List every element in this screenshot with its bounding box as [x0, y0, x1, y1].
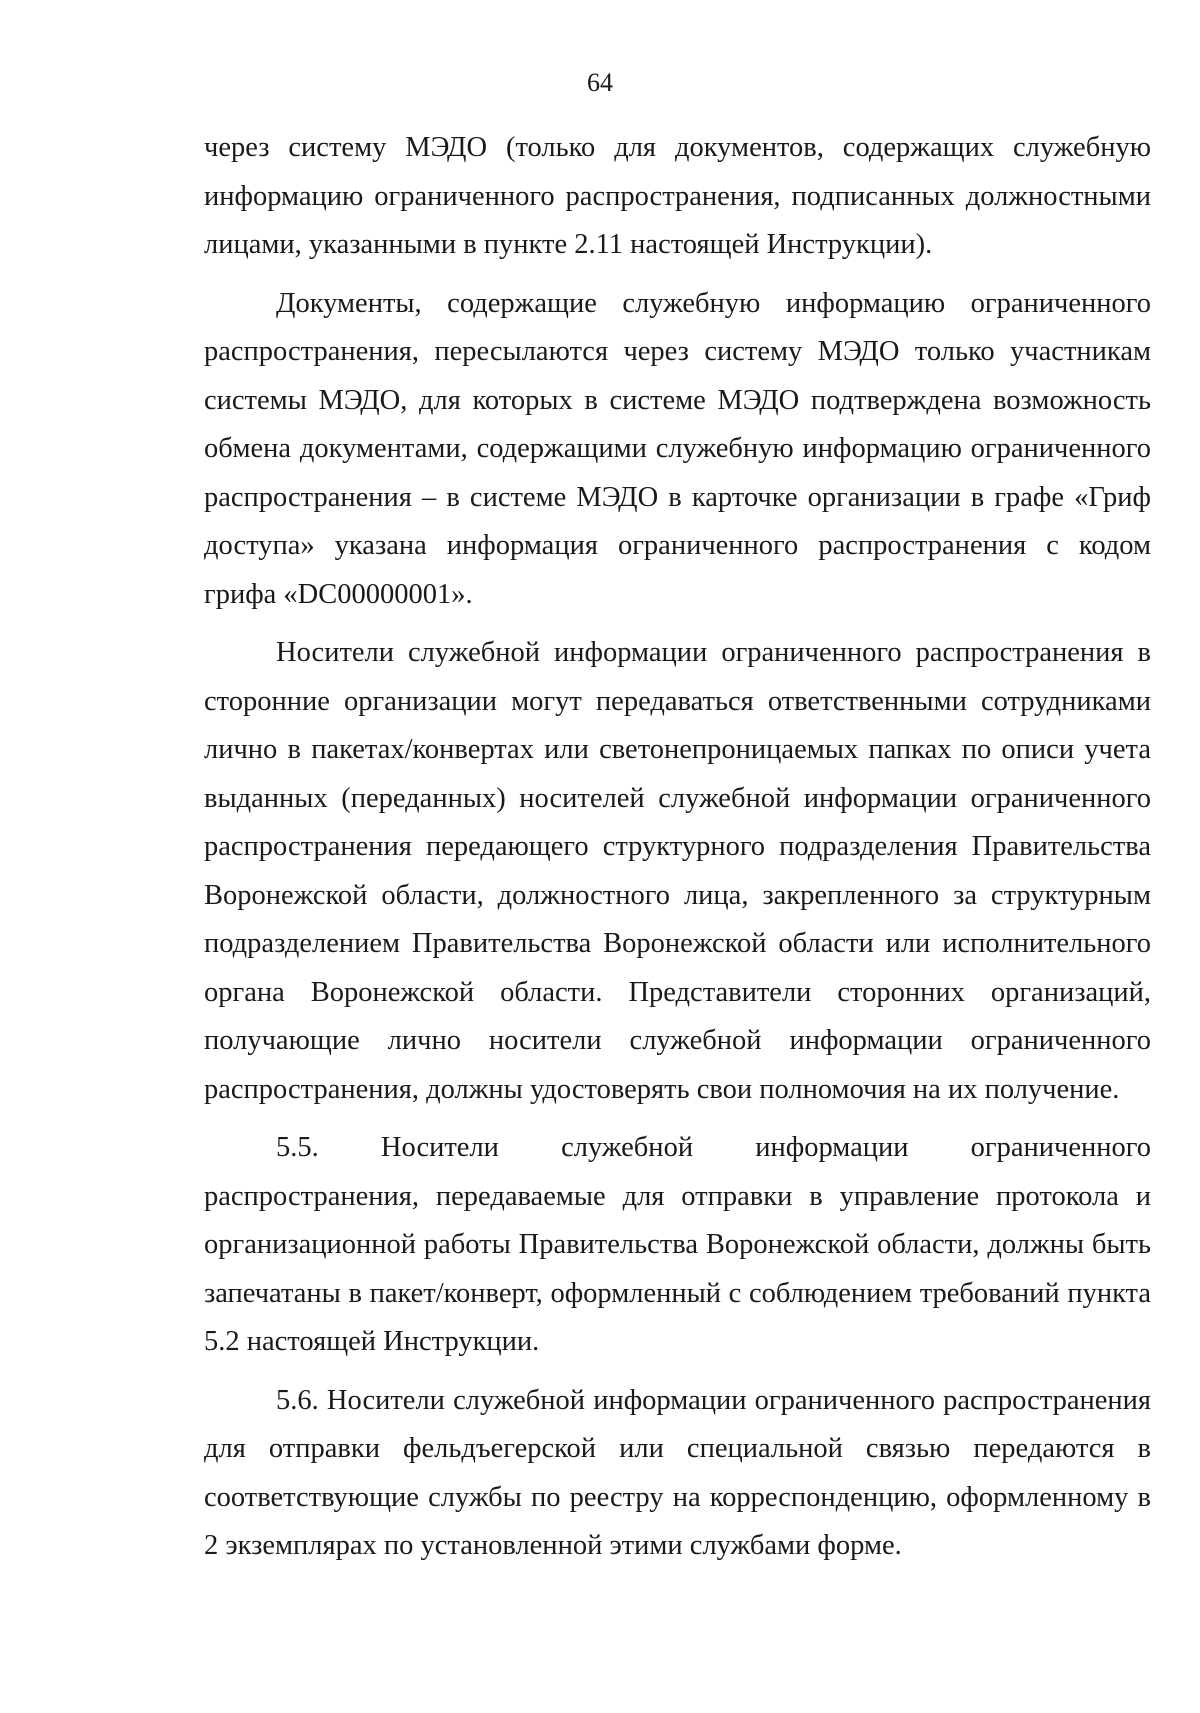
paragraph-continuation: через систему МЭДО (только для документов, содержащих служебную информацию ограниченного распространения, подписанных должностными лицами, указанными в пункте 2.11 настоящей Инструкции). [204, 132, 1151, 260]
document-body [204, 124, 1151, 1581]
paragraph-media-transfer: Носители служебной информации ограниченного распространения в сторонние организации могут передаваться ответственными сотрудниками лично в пакетах/конвертах или светонепроницаемых папках по описи учета выданных (переданных) носителей служебной информации ограниченного распространения передающего структурного подразделения Правительства Воронежской области, должностного лица, закрепленного за структурным подразделением Правительства Воронежской области или исполнительного органа Воронежской области. Представители сторонних организаций, получающие лично носители служебной информации ограниченного распространения, должны удостоверять свои полномочия на их получение. [204, 637, 1151, 1105]
paragraph-5-5: 5.5. Носители служебной информации ограниченного распространения, передаваемые для отправки в управление протокола и организационной работы Правительства Воронежской области, должны быть запечатаны в пакет/конверт, оформленный с соблюдением требований пункта 5.2 настоящей Инструкции. [204, 1132, 1151, 1357]
paragraph-medo-documents: Документы, содержащие служебную информацию ограниченного распространения, пересылаются через систему МЭДО только участникам системы МЭДО, для которых в системе МЭДО подтверждена возможность обмена документами, содержащими служебную информацию ограниченного распространения – в системе МЭДО в карточке организации в графе «Гриф доступа» указана информация ограниченного распространения с кодом грифа «DC00000001». [204, 287, 1151, 610]
paragraph-5-6: 5.6. Носители служебной информации ограниченного распространения для отправки фельдъегерской или специальной связью передаются в соответствующие службы по реестру на корреспонденцию, оформленному в 2 экземплярах по установленной этими службами форме. [204, 1384, 1151, 1561]
page-number: 64 [587, 68, 613, 97]
